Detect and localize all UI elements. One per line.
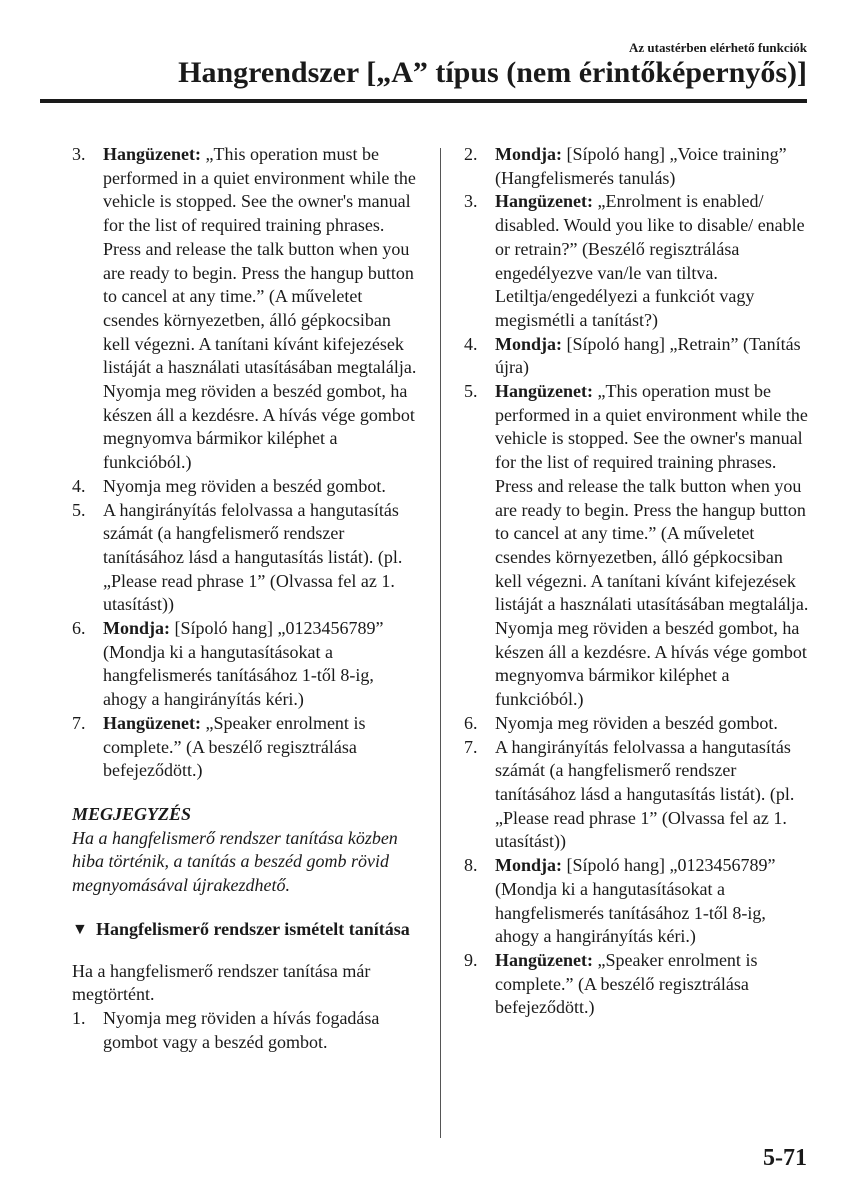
list-item: [464, 854, 814, 949]
step-body: „Enrolment is enabled/ disabled. Would you like to disable/ enable or retrain?” (Beszélő regisztrálása engedélyezve van/le van tiltva. Letiltja/engedélyezi a funkciót vagy megismétli a tanítást?): [495, 191, 805, 330]
subsection-heading: [72, 918, 417, 942]
list-item: [464, 333, 814, 380]
step-number: 5.: [72, 499, 86, 520]
page-number: 5-71: [763, 1145, 807, 1171]
list-item: [72, 143, 417, 475]
triangle-marker-icon: ▼: [72, 920, 88, 938]
step-text: [103, 712, 417, 783]
list-item: [464, 736, 814, 855]
step-lead: Mondja:: [495, 144, 562, 164]
step-number: 7.: [72, 712, 86, 733]
right-step-list: [464, 143, 814, 1020]
step-body: „This operation must be performed in a quiet environment while the vehicle is stopped. See the owner's manual for the list of required training phrases. Press and release the talk button when you are ready to begin. Press the hangup button to cancel at any time.” (A műveletet csendes környezetben, álló gépkocsiban kell végezni. A tanítani kívánt kifejezések listáját a használati utasításában megtalálja. Nyomja meg röviden a beszéd gombot, ha készen áll a kezdésre. A hívás vége gombot megnyomva bármikor kiléphet a funkcióból.): [103, 144, 417, 473]
list-item: [464, 949, 814, 1020]
list-item: [72, 1007, 417, 1054]
step-text: [103, 617, 417, 712]
step-number: 5.: [464, 381, 478, 402]
step-number: 6.: [72, 618, 86, 639]
list-item: [464, 143, 814, 190]
step-lead: Hangüzenet:: [495, 949, 593, 970]
step-body: Nyomja meg röviden a beszéd gombot.: [495, 712, 778, 733]
right-column: [464, 143, 814, 1020]
column-divider: [440, 148, 441, 1138]
step-number: 3.: [464, 191, 478, 212]
step-number: 4.: [72, 475, 86, 496]
step-lead: Mondja:: [495, 333, 562, 354]
note-block: [72, 803, 417, 898]
step-number: 8.: [464, 855, 478, 876]
step-body: „Speaker enrolment is complete.” (A beszélő regisztrálása befejeződött.): [495, 949, 758, 1018]
step-number: 3.: [72, 144, 86, 164]
step-number: 4.: [464, 333, 478, 354]
step-number: 2.: [464, 144, 478, 164]
step-text: [495, 854, 814, 949]
step-body: [Sípoló hang] „Voice training” (Hangfelismerés tanulás): [495, 144, 787, 188]
list-item: [464, 380, 814, 712]
step-text: [495, 736, 814, 855]
step-text: [103, 475, 417, 499]
list-item: [72, 499, 417, 618]
step-text: [495, 190, 814, 332]
step-number: 1.: [72, 1007, 86, 1028]
step-lead: Hangüzenet:: [495, 381, 593, 402]
step-body: „Speaker enrolment is complete.” (A beszélő regisztrálása befejeződött.): [103, 712, 366, 781]
left-step-list: [72, 143, 417, 783]
section-label: Az utastérben elérhető funkciók: [628, 40, 807, 55]
step-text: [103, 499, 417, 618]
step-body: „This operation must be performed in a quiet environment while the vehicle is stopped. See the owner's manual for the list of required training phrases. Press and release the talk button when you are ready to begin. Press the hangup button to cancel at any time.” (A műveletet csendes környezetben, álló gépkocsiban kell végezni. A tanítani kívánt kifejezések listáját a használati utasításában megtalálja. Nyomja meg röviden a beszéd gombot, ha készen áll a kezdésre. A hívás vége gombot megnyomva bármikor kiléphet a funkcióból.): [495, 381, 809, 710]
header-rule: [40, 99, 807, 103]
list-item: [464, 190, 814, 332]
intro-paragraph: Ha a hangfelismerő rendszer tanítása már megtörtént.: [72, 960, 371, 1005]
left-column: [72, 143, 417, 1054]
list-item: [72, 712, 417, 783]
step-text: [103, 143, 417, 475]
step-body: [Sípoló hang] „0123456789” (Mondja ki a hangutasításokat a hangfelismerés tanításához 1-től 8-ig, ahogy a hangirányítás kéri.): [495, 855, 776, 947]
note-text: Ha a hangfelismerő rendszer tanítása közben hiba történik, a tanítás a beszéd gomb rövid megnyomásával újrakezdhető.: [72, 827, 398, 896]
note-title: MEGJEGYZÉS: [72, 803, 192, 824]
list-item: [464, 712, 814, 736]
page-title: Hangrendszer [„A” típus (nem érintőképernyős)]: [178, 56, 807, 89]
subsection-title: Hangfelismerő rendszer ismételt tanítása: [96, 918, 410, 939]
step-body: A hangirányítás felolvassa a hangutasítás számát (a hangfelismerő rendszer tanításához lásd a hangutasítás listát). (pl. „Please read phrase 1” (Olvassa fel az 1. utasítást)): [103, 499, 403, 615]
step-text: [495, 949, 814, 1020]
step-text: [495, 380, 814, 712]
step-number: 7.: [464, 736, 478, 757]
step-number: 9.: [464, 949, 478, 970]
step-body: Nyomja meg röviden a hívás fogadása gombot vagy a beszéd gombot.: [103, 1007, 380, 1052]
step-lead: Hangüzenet:: [103, 144, 201, 164]
list-item: [72, 475, 417, 499]
step-body: A hangirányítás felolvassa a hangutasítás számát (a hangfelismerő rendszer tanításához lásd a hangutasítás listát). (pl. „Please read phrase 1” (Olvassa fel az 1. utasítást)): [495, 736, 795, 852]
left-step-list-2: [72, 1007, 417, 1054]
step-body: [Sípoló hang] „Retrain” (Tanítás újra): [495, 333, 801, 378]
step-text: [495, 143, 814, 190]
step-text: [495, 333, 814, 380]
step-lead: Hangüzenet:: [103, 712, 201, 733]
step-text: [103, 1007, 417, 1054]
step-text: [495, 712, 814, 736]
step-lead: Mondja:: [495, 855, 562, 876]
list-item: [72, 617, 417, 712]
step-lead: Mondja:: [103, 618, 170, 639]
step-number: 6.: [464, 712, 478, 733]
step-body: Nyomja meg röviden a beszéd gombot.: [103, 475, 386, 496]
step-body: [Sípoló hang] „0123456789” (Mondja ki a hangutasításokat a hangfelismerés tanításához 1-től 8-ig, ahogy a hangirányítás kéri.): [103, 618, 384, 710]
step-lead: Hangüzenet:: [495, 191, 593, 212]
